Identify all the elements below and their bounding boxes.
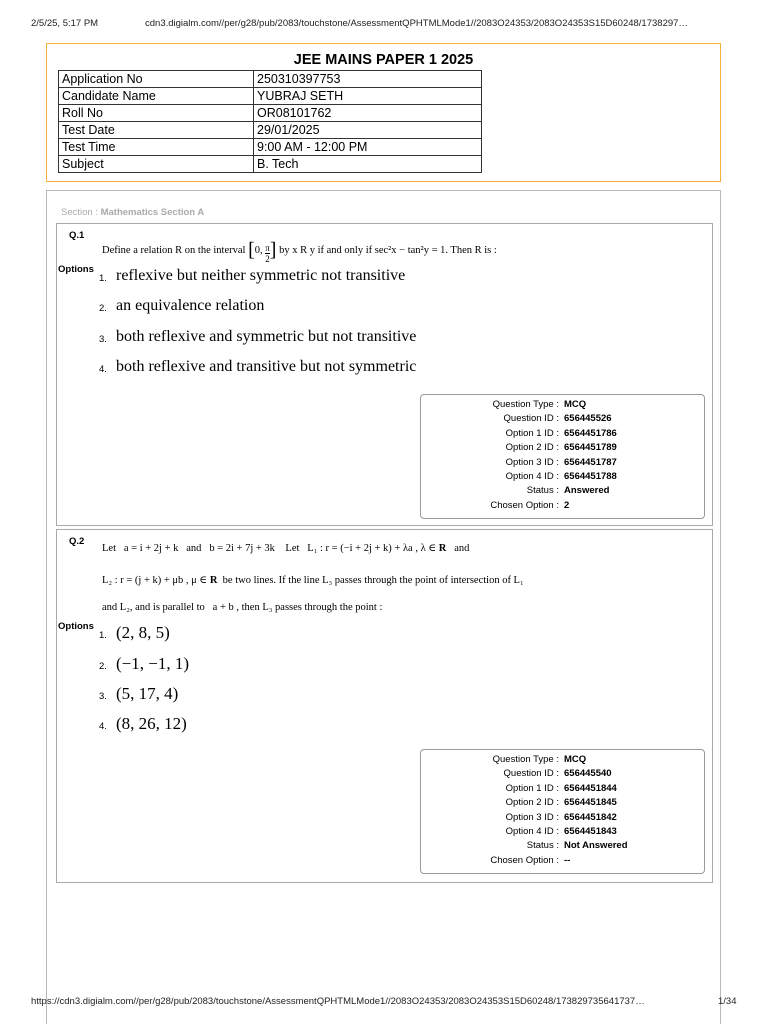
numerator: π bbox=[265, 243, 270, 253]
status-value: 6564451788 bbox=[564, 471, 617, 482]
status-value: 2 bbox=[564, 499, 570, 511]
info-value: 29/01/2025 bbox=[254, 122, 482, 139]
option-number: 3. bbox=[99, 334, 107, 345]
option-3-text[interactable]: both reflexive and symmetric but not transitive bbox=[116, 328, 417, 345]
status-key: Question ID : bbox=[503, 768, 559, 780]
page-number: 1/34 bbox=[718, 996, 737, 1007]
status-value: 656445540 bbox=[564, 768, 612, 780]
info-value: 9:00 AM - 12:00 PM bbox=[254, 139, 482, 156]
vector-a-definition: a = i + 2j + k bbox=[123, 543, 179, 554]
info-value: 250310397753 bbox=[254, 71, 482, 88]
status-row bbox=[421, 825, 704, 839]
status-row bbox=[421, 811, 704, 825]
bracket-close: ] bbox=[269, 239, 277, 261]
print-datetime: 2/5/25, 5:17 PM bbox=[31, 18, 99, 29]
status-row bbox=[421, 398, 704, 412]
status-key: Chosen Option : bbox=[490, 499, 559, 511]
info-label: Test Date bbox=[59, 122, 254, 139]
stem-text: Let bbox=[102, 543, 116, 554]
status-key: Option 4 ID : bbox=[505, 471, 559, 482]
questions-panel bbox=[46, 190, 721, 1024]
status-value: MCQ bbox=[564, 399, 587, 410]
status-value: Not Answered bbox=[564, 840, 628, 852]
section-label bbox=[61, 207, 204, 218]
status-row bbox=[421, 427, 704, 441]
print-url: cdn3.digialm.com//per/g28/pub/2083/touchstone/AssessmentQPHTMLMode1//2083O24353/2083O24353S15D60248/1738297… bbox=[145, 18, 688, 29]
interval-start: 0, bbox=[254, 245, 263, 256]
option-number: 1. bbox=[99, 630, 107, 641]
status-row bbox=[421, 441, 704, 455]
vector-b-definition: b = 2i + 7j + 3k bbox=[209, 543, 275, 554]
question-number: Q.2 bbox=[69, 536, 85, 547]
exam-title: JEE MAINS PAPER 1 2025 bbox=[293, 52, 474, 68]
option-number: 2. bbox=[99, 303, 107, 314]
real-set-symbol: R bbox=[438, 543, 447, 554]
info-label: Test Time bbox=[59, 139, 254, 156]
line-l1-definition: L₁ : r = (−i + 2j + k) + λa , λ ∈ bbox=[307, 543, 437, 554]
option-1-text[interactable]: (2, 8, 5) bbox=[116, 623, 170, 642]
status-row bbox=[421, 456, 704, 470]
status-key: Question Type : bbox=[492, 399, 559, 410]
status-key: Chosen Option : bbox=[490, 854, 559, 866]
status-key: Question Type : bbox=[492, 754, 559, 765]
question-number: Q.1 bbox=[69, 230, 85, 241]
candidate-info-table bbox=[58, 70, 482, 173]
question-2-stem-line-2 bbox=[102, 574, 524, 586]
status-value: 6564451842 bbox=[564, 811, 617, 823]
status-key: Option 3 ID : bbox=[505, 456, 559, 468]
status-value: 6564451845 bbox=[564, 797, 617, 809]
stem-text: and bbox=[454, 543, 470, 554]
denominator: 2 bbox=[265, 254, 270, 264]
stem-text: Let bbox=[285, 543, 300, 554]
status-row bbox=[421, 484, 704, 498]
status-key: Option 4 ID : bbox=[505, 826, 559, 837]
info-value: YUBRAJ SETH bbox=[254, 88, 482, 105]
option-number: 4. bbox=[99, 721, 107, 732]
status-key: Option 3 ID : bbox=[505, 811, 559, 823]
info-row bbox=[59, 105, 482, 122]
option-number: 4. bbox=[99, 364, 107, 375]
stem-text: by x R y if and only if sec²x − tan²y = 1. Then R is : bbox=[279, 245, 497, 256]
question-1-stem bbox=[102, 239, 497, 264]
print-footer-url: https://cdn3.digialm.com//per/g28/pub/2083/touchstone/AssessmentQPHTMLMode1//2083O24353/2083O24353S15D60248/173829735641737… bbox=[31, 996, 645, 1007]
status-value: Answered bbox=[564, 485, 610, 497]
question-1-status-box bbox=[420, 394, 705, 519]
info-label: Subject bbox=[59, 156, 254, 173]
status-row bbox=[421, 412, 704, 426]
options-label: Options bbox=[58, 264, 94, 275]
status-value: 656445526 bbox=[564, 413, 612, 425]
option-2-text[interactable]: an equivalence relation bbox=[116, 297, 265, 314]
question-2 bbox=[56, 529, 713, 883]
status-key: Question ID : bbox=[503, 413, 559, 425]
status-key: Option 2 ID : bbox=[505, 442, 559, 454]
status-row bbox=[421, 753, 704, 767]
info-row bbox=[59, 122, 482, 139]
option-number: 1. bbox=[99, 273, 107, 284]
info-value: OR08101762 bbox=[254, 105, 482, 122]
status-row bbox=[421, 470, 704, 484]
status-value: 6564451789 bbox=[564, 442, 617, 454]
line-l2-definition: L₂ : r = (j + k) + μb , μ ∈ bbox=[102, 575, 208, 586]
status-value: 6564451843 bbox=[564, 826, 617, 837]
option-number: 2. bbox=[99, 661, 107, 672]
status-key: Option 1 ID : bbox=[505, 782, 559, 794]
info-label: Candidate Name bbox=[59, 88, 254, 105]
info-row bbox=[59, 71, 482, 88]
option-4-text[interactable]: (8, 26, 12) bbox=[116, 714, 187, 733]
info-label: Application No bbox=[59, 71, 254, 88]
exam-info-box bbox=[46, 43, 721, 182]
stem-text: and bbox=[186, 543, 202, 554]
info-label: Roll No bbox=[59, 105, 254, 122]
real-set-symbol: R bbox=[209, 575, 218, 586]
status-row bbox=[421, 499, 704, 513]
question-1 bbox=[56, 223, 713, 526]
stem-text: and L₂, and is parallel to bbox=[102, 602, 205, 613]
info-row bbox=[59, 88, 482, 105]
option-4-text[interactable]: both reflexive and transitive but not symmetric bbox=[116, 358, 417, 375]
status-key: Status : bbox=[526, 485, 559, 497]
section-prefix: Section : bbox=[61, 207, 98, 218]
stem-text: , then L₃ passes through the point : bbox=[236, 602, 383, 613]
status-value: 6564451844 bbox=[564, 782, 617, 794]
question-2-status-box bbox=[420, 749, 705, 874]
status-row bbox=[421, 796, 704, 810]
status-key: Status : bbox=[526, 840, 559, 852]
question-2-stem-line-1 bbox=[102, 542, 469, 554]
option-2-text[interactable]: (−1, −1, 1) bbox=[116, 654, 189, 673]
status-row bbox=[421, 767, 704, 781]
option-3-text[interactable]: (5, 17, 4) bbox=[116, 684, 179, 703]
option-number: 3. bbox=[99, 691, 107, 702]
info-row bbox=[59, 156, 482, 173]
section-name: Mathematics Section A bbox=[100, 207, 205, 218]
status-row bbox=[421, 854, 704, 868]
status-row bbox=[421, 782, 704, 796]
status-value: MCQ bbox=[564, 754, 587, 765]
status-key: Option 1 ID : bbox=[505, 427, 559, 439]
options-label: Options bbox=[58, 621, 94, 632]
status-key: Option 2 ID : bbox=[505, 797, 559, 809]
question-2-stem-line-3 bbox=[102, 602, 382, 613]
bracket-open: [ bbox=[248, 239, 255, 261]
vector-sum: a + b bbox=[212, 602, 234, 613]
status-value: -- bbox=[564, 854, 571, 866]
option-1-text[interactable]: reflexive but neither symmetric not transitive bbox=[116, 267, 406, 284]
stem-text: Define a relation R on the interval bbox=[102, 245, 246, 256]
info-row bbox=[59, 139, 482, 156]
info-value: B. Tech bbox=[254, 156, 482, 173]
status-row bbox=[421, 839, 704, 853]
status-value: 6564451786 bbox=[564, 427, 617, 439]
status-value: 6564451787 bbox=[564, 456, 617, 468]
stem-text: be two lines. If the line L₃ passes through the point of intersection of L₁ bbox=[222, 575, 524, 586]
